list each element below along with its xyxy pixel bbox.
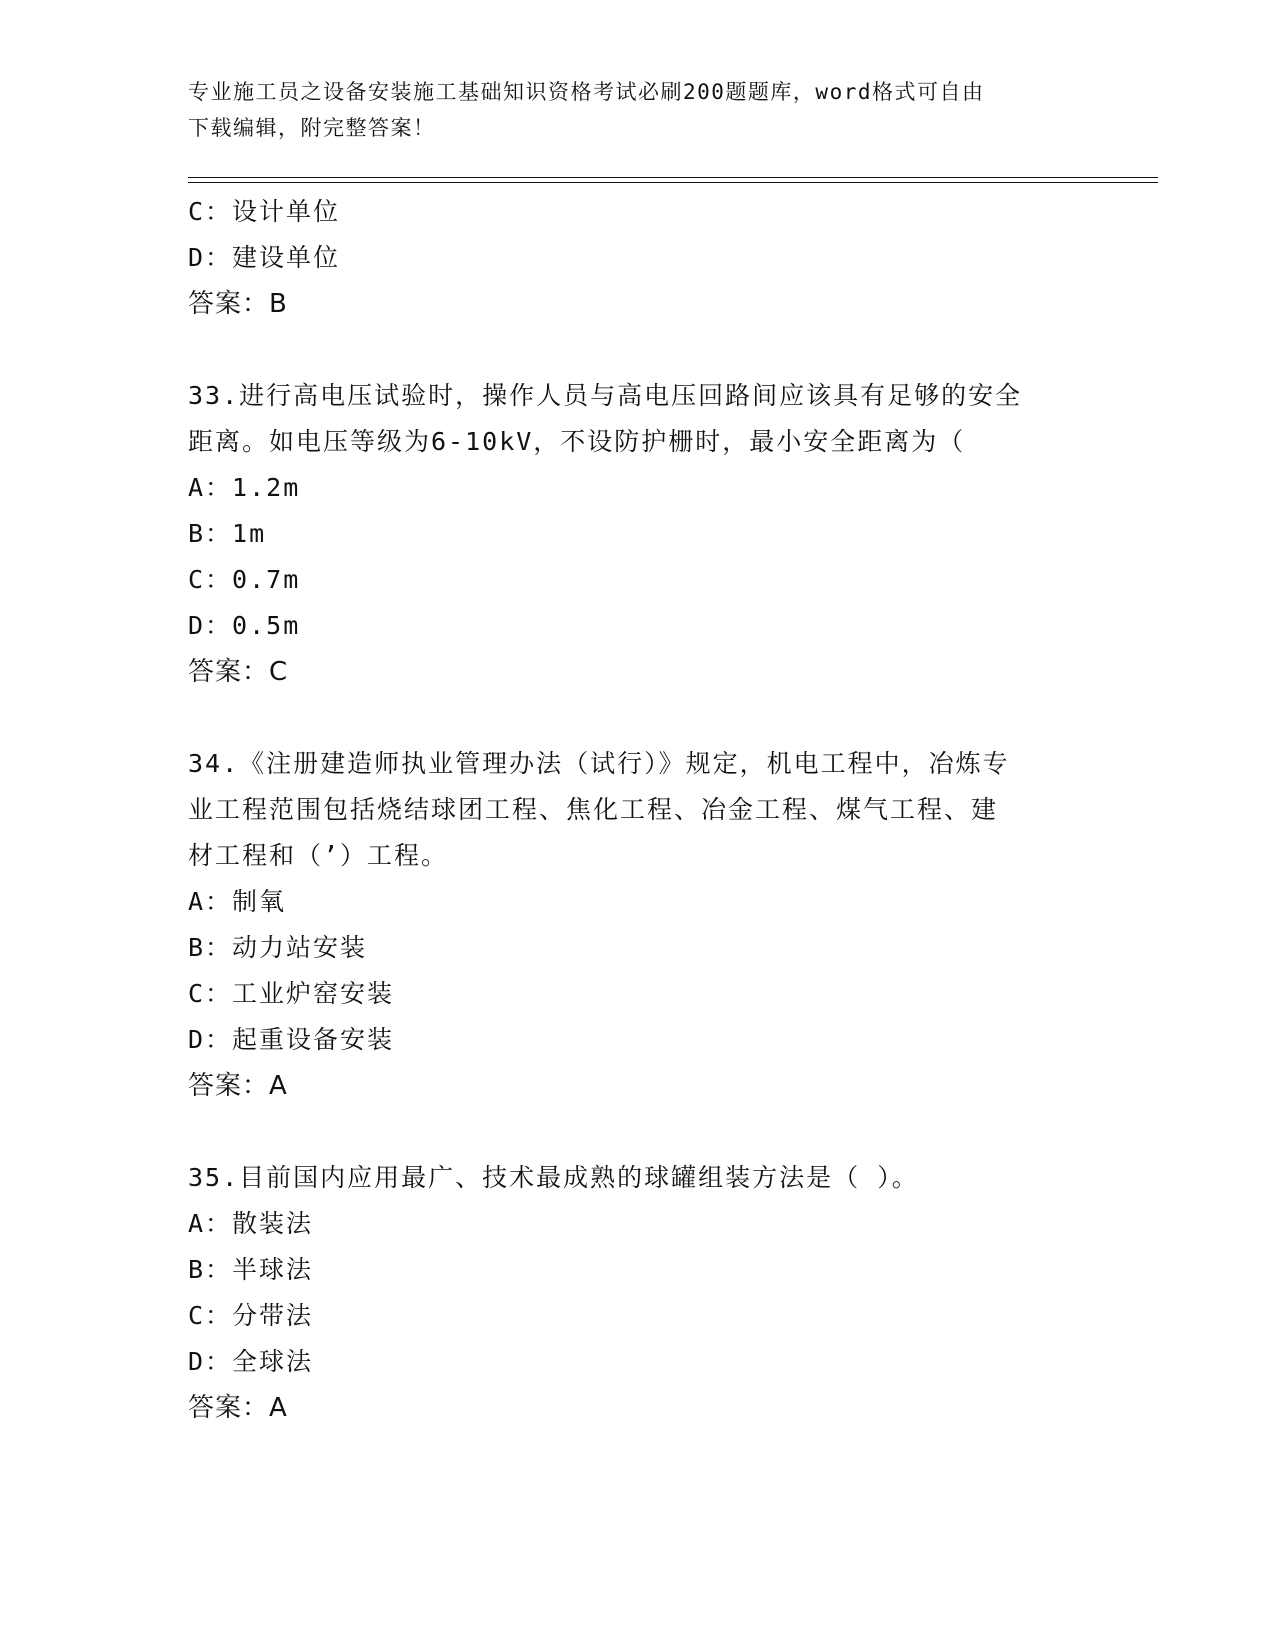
question-34 xyxy=(188,741,1088,1109)
option-b: B：1m xyxy=(188,519,267,548)
option-c: C：分带法 xyxy=(188,1301,314,1330)
answer-line: 答案：A xyxy=(188,1071,288,1101)
question-text-line: 33.进行高电压试验时，操作人员与高电压回路间应该具有足够的安全 xyxy=(188,381,1023,410)
option-a: A：1.2m xyxy=(188,473,301,502)
option-c: C：0.7m xyxy=(188,565,301,594)
question-text-line: 35.目前国内应用最广、技术最成熟的球罐组装方法是（ ）。 xyxy=(188,1163,919,1192)
option-d: D：0.5m xyxy=(188,611,301,640)
header-divider-bottom xyxy=(188,182,1158,183)
option-a: A：制氧 xyxy=(188,887,287,916)
spacer xyxy=(188,695,1088,741)
question-text-line: 距离。如电压等级为6-10kV，不设防护栅时，最小安全距离为（ xyxy=(188,427,966,456)
question-32-continuation xyxy=(188,189,1088,327)
question-33 xyxy=(188,373,1088,695)
spacer xyxy=(188,1109,1088,1155)
option-b: B：半球法 xyxy=(188,1255,314,1284)
spacer xyxy=(188,327,1088,373)
header-title-line-2: 下载编辑，附完整答案！ xyxy=(188,116,436,140)
option-d: D：建设单位 xyxy=(188,243,341,272)
option-b: B：动力站安装 xyxy=(188,933,368,962)
header-divider-top xyxy=(188,177,1158,178)
option-c: C：设计单位 xyxy=(188,197,341,226)
option-d: D：起重设备安装 xyxy=(188,1025,395,1054)
question-text-line: 材工程和（’）工程。 xyxy=(188,841,449,870)
question-35 xyxy=(188,1155,1088,1431)
option-a: A：散装法 xyxy=(188,1209,314,1238)
answer-line: 答案：A xyxy=(188,1393,288,1423)
document-header xyxy=(188,74,1068,146)
header-title-line-1: 专业施工员之设备安装施工基础知识资格考试必刷200题题库，word格式可自由 xyxy=(188,80,985,104)
question-text-line: 业工程范围包括烧结球团工程、焦化工程、冶金工程、煤气工程、建 xyxy=(188,795,999,824)
option-d: D：全球法 xyxy=(188,1347,314,1376)
question-content xyxy=(188,189,1088,1431)
answer-line: 答案：C xyxy=(188,657,289,687)
option-c: C：工业炉窑安装 xyxy=(188,979,395,1008)
answer-line: 答案：B xyxy=(188,289,288,319)
question-text-line: 34.《注册建造师执业管理办法（试行）》规定，机电工程中，冶炼专 xyxy=(188,749,1010,778)
